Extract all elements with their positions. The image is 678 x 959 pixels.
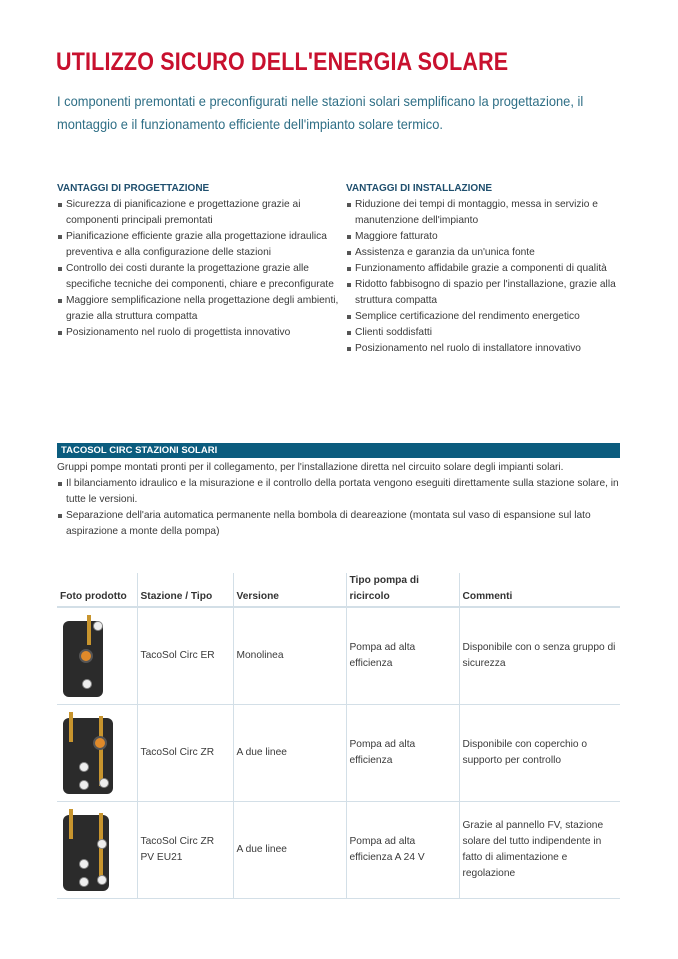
header-cell: Commenti [459,573,620,607]
product-table [57,573,620,899]
list-item: Semplice certificazione del rendimento energetico [346,309,621,325]
page-title: UTILIZZO SICURO DELL'ENERGIA SOLARE [56,48,509,76]
list-item: Controllo dei costi durante la progettazione grazie alle specifiche tecniche dei componenti, chiare e preconfigurate [57,261,347,293]
list-item: Assistenza e garanzia da un'unica fonte [346,245,621,261]
pump-cell: Pompa ad alta efficienza A 24 V [346,801,459,898]
list-item: Pianificazione efficiente grazie alla progettazione idraulica preventiva e alla configurazione delle stazioni [57,229,347,261]
table-row [57,801,620,898]
design-heading: VANTAGGI DI PROGETTAZIONE [57,183,210,194]
list-item: Maggiore semplificazione nella progettazione degli ambienti, grazie alla struttura compatta [57,293,347,325]
version-cell: A due linee [233,704,346,801]
pump-cell: Pompa ad alta efficienza [346,704,459,801]
table-header [57,573,620,607]
tacosol-text: Gruppi pompe montati pronti per il collegamento, per l'installazione diretta nel circuito solare degli impianti solari. [57,462,564,473]
product-photo [61,613,119,699]
header-cell: Tipo pompa di ricircolo [346,573,459,607]
tacosol-section [57,460,622,540]
intro-text: I componenti premontati e preconfigurati nelle stazioni solari semplificano la progettazione, il montaggio e il funzionamento efficiente dell'impianto solare termico. [57,93,584,132]
table-row [57,704,620,801]
design-advantages [57,181,347,341]
list-item: Il bilanciamento idraulico e la misurazione e il controllo della portata vengono eseguiti direttamente sulla stazione solare, in tutte le versioni. [57,476,622,508]
install-heading: VANTAGGI DI INSTALLAZIONE [346,183,493,194]
header-cell: Stazione / Tipo [137,573,233,607]
header-cell: Foto prodotto [57,573,137,607]
section-bar: TACOSOL CIRC STAZIONI SOLARI [57,443,620,458]
list-item: Ridotto fabbisogno di spazio per l'installazione, grazie alla struttura compatta [346,277,621,309]
list-item: Maggiore fatturato [346,229,621,245]
station-cell: TacoSol Circ ZR PV EU21 [137,801,233,898]
version-cell: Monolinea [233,607,346,704]
product-photo [61,710,119,796]
product-photo [61,807,119,893]
list-item: Funzionamento affidabile grazie a componenti di qualità [346,261,621,277]
station-cell: TacoSol Circ ZR [137,704,233,801]
station-cell: TacoSol Circ ER [137,607,233,704]
install-advantages [346,181,621,357]
pump-cell: Pompa ad alta efficienza [346,607,459,704]
list-item: Posizionamento nel ruolo di installatore innovativo [346,341,621,357]
list-item: Separazione dell'aria automatica permanente nella bombola di deareazione (montata sul vaso di espansione sul lato aspirazione a monte della pompa) [57,508,622,540]
list-item: Sicurezza di pianificazione e progettazione grazie ai componenti principali premontati [57,197,347,229]
list-item: Riduzione dei tempi di montaggio, messa in servizio e manutenzione dell'impianto [346,197,621,229]
header-cell: Versione [233,573,346,607]
list-item: Posizionamento nel ruolo di progettista innovativo [57,325,347,341]
comment-cell: Disponibile con o senza gruppo di sicurezza [459,607,620,704]
comment-cell: Grazie al pannello FV, stazione solare del tutto indipendente in fatto di alimentazione e regolazione [459,801,620,898]
comment-cell: Disponibile con coperchio o supporto per controllo [459,704,620,801]
version-cell: A due linee [233,801,346,898]
list-item: Clienti soddisfatti [346,325,621,341]
table-row [57,607,620,704]
